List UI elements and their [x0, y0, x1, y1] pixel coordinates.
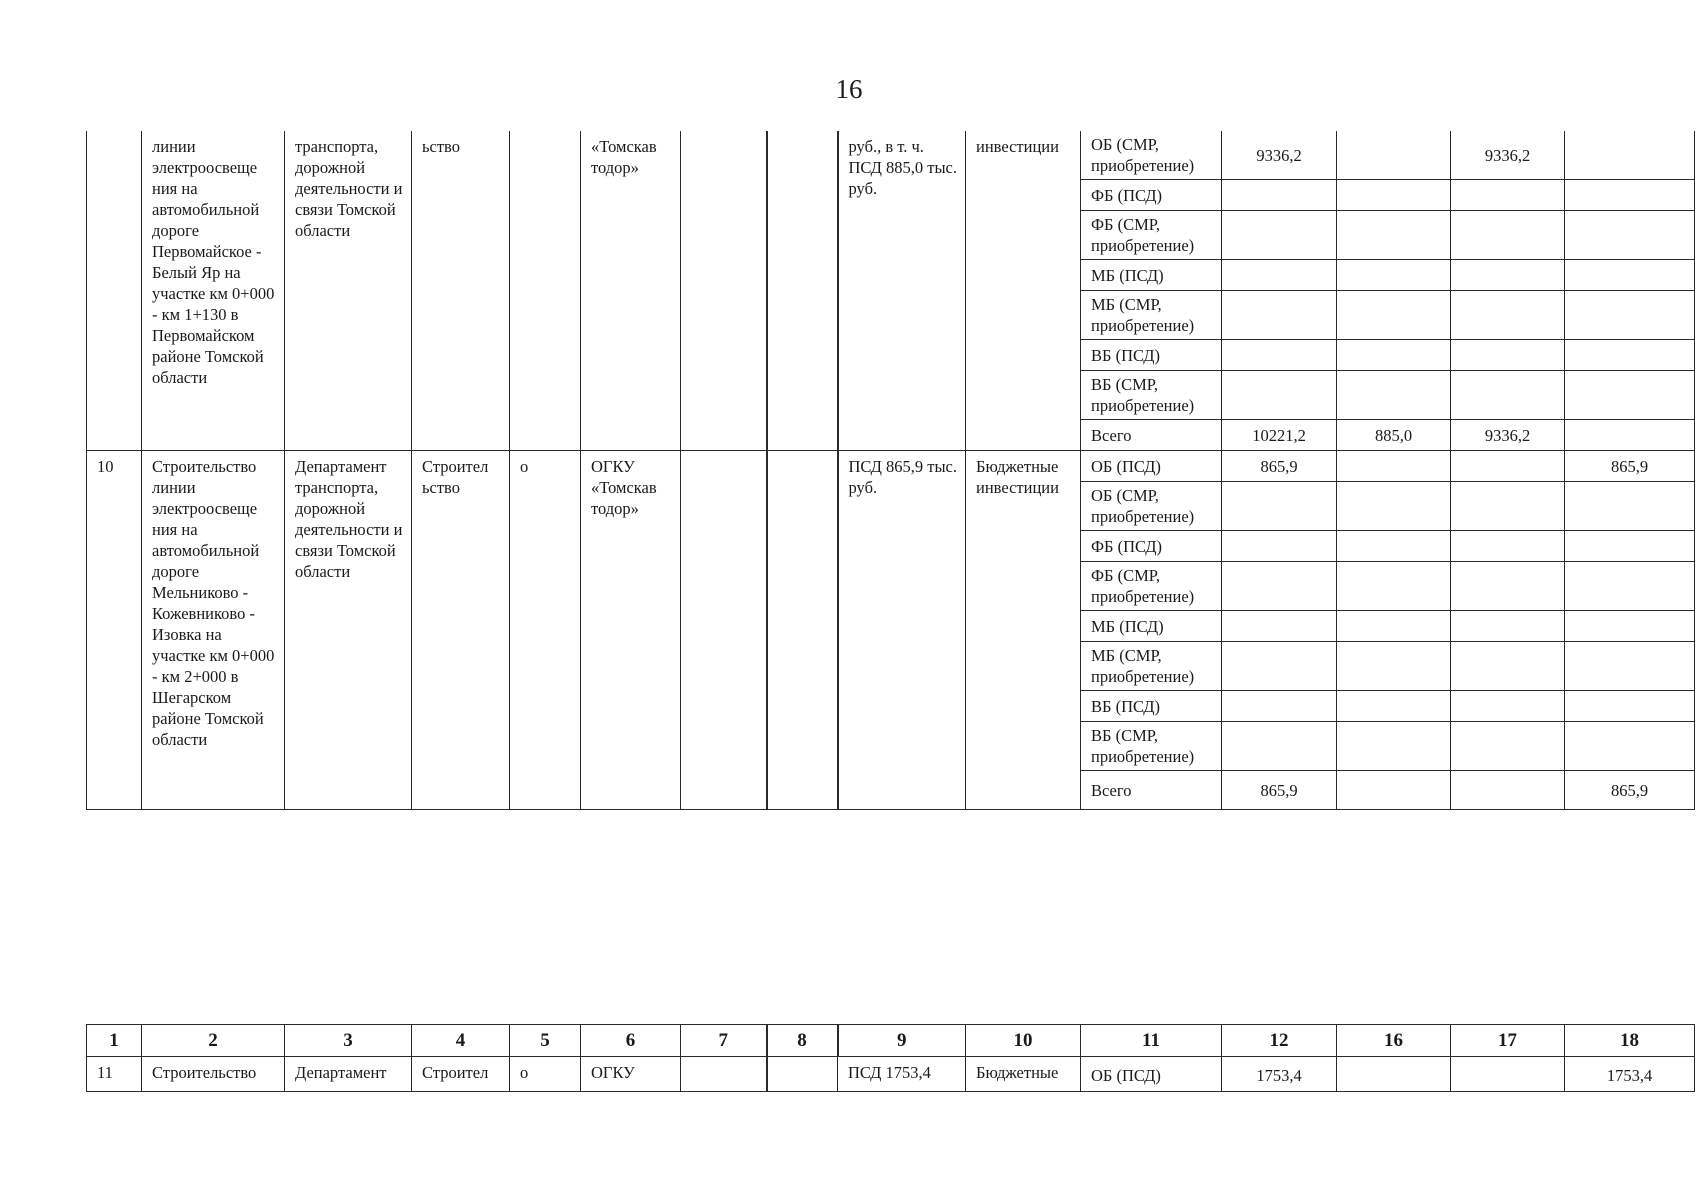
funding-source: ВБ (СМР, приобретение) — [1081, 371, 1222, 420]
investment-kind: Бюджетные инвестиции — [966, 451, 1081, 810]
funding-source: Всего — [1081, 771, 1222, 810]
amount-c16 — [1337, 482, 1451, 531]
amount-c12 — [1222, 722, 1337, 771]
continuation-table — [86, 1024, 1695, 1092]
column-number: 12 — [1222, 1025, 1337, 1057]
row-number: 10 — [87, 451, 142, 810]
funding-source: ВБ (ПСД) — [1081, 340, 1222, 371]
amount-c18 — [1565, 722, 1695, 771]
amount-c12 — [1222, 562, 1337, 611]
object-name: Строительство — [142, 1057, 285, 1092]
col-7 — [681, 131, 767, 451]
funding-source: ВБ (СМР, приобретение) — [1081, 722, 1222, 771]
work-type: Строител ьство — [412, 451, 510, 810]
amount-c12: 865,9 — [1222, 451, 1337, 482]
amount-c18 — [1565, 420, 1695, 451]
col-8 — [767, 451, 838, 810]
column-number: 9 — [838, 1025, 966, 1057]
amount-c17 — [1451, 340, 1565, 371]
funding-source: ОБ (ПСД) — [1081, 451, 1222, 482]
capacity: ПСД 1753,4 — [838, 1057, 966, 1092]
amount-c18: 865,9 — [1565, 451, 1695, 482]
amount-c18 — [1565, 371, 1695, 420]
amount-c12 — [1222, 611, 1337, 642]
ownership-form: о — [510, 1057, 581, 1092]
amount-c12 — [1222, 691, 1337, 722]
column-number: 7 — [681, 1025, 767, 1057]
amount-c17 — [1451, 211, 1565, 260]
col-12: 1753,4 — [1222, 1057, 1337, 1092]
amount-c18 — [1565, 642, 1695, 691]
amount-c18 — [1565, 562, 1695, 611]
funding-source: ОБ (СМР, приобретение) — [1081, 482, 1222, 531]
amount-c16 — [1337, 611, 1451, 642]
capacity: руб., в т. ч. ПСД 885,0 тыс. руб. — [838, 131, 966, 451]
amount-c17 — [1451, 482, 1565, 531]
page-number: 16 — [835, 74, 863, 104]
amount-c18 — [1565, 211, 1695, 260]
column-number: 16 — [1337, 1025, 1451, 1057]
amount-c18 — [1565, 291, 1695, 340]
amount-c12 — [1222, 371, 1337, 420]
department: Департамент — [285, 1057, 412, 1092]
work-type: Строител — [412, 1057, 510, 1092]
amount-c17 — [1451, 260, 1565, 291]
amount-c17 — [1451, 451, 1565, 482]
amount-c17 — [1451, 722, 1565, 771]
funding-source: ФБ (СМР, приобретение) — [1081, 562, 1222, 611]
amount-c12 — [1222, 180, 1337, 211]
col-17 — [1451, 1057, 1565, 1092]
amount-c12: 10221,2 — [1222, 420, 1337, 451]
column-number: 5 — [510, 1025, 581, 1057]
col-8 — [767, 131, 838, 451]
amount-c12 — [1222, 531, 1337, 562]
col-18: 1753,4 — [1565, 1057, 1695, 1092]
amount-c16 — [1337, 451, 1451, 482]
amount-c18 — [1565, 260, 1695, 291]
funding-source: ФБ (ПСД) — [1081, 180, 1222, 211]
amount-c16 — [1337, 691, 1451, 722]
amount-c12: 9336,2 — [1222, 131, 1337, 180]
amount-c17 — [1451, 531, 1565, 562]
amount-c18 — [1565, 340, 1695, 371]
amount-c17 — [1451, 371, 1565, 420]
department: Департамент транспорта, дорожной деятельности и связи Томской области — [285, 451, 412, 810]
funding-source: МБ (СМР, приобретение) — [1081, 642, 1222, 691]
funding-source: МБ (СМР, приобретение) — [1081, 291, 1222, 340]
amount-c12: 865,9 — [1222, 771, 1337, 810]
customer: «Томскав тодор» — [581, 131, 681, 451]
col-7 — [681, 1057, 767, 1092]
amount-c17 — [1451, 291, 1565, 340]
department: транспорта, дорожной деятельности и связи Томской области — [285, 131, 412, 451]
ownership-form: о — [510, 451, 581, 810]
column-number: 2 — [142, 1025, 285, 1057]
amount-c17: 9336,2 — [1451, 420, 1565, 451]
amount-c16 — [1337, 531, 1451, 562]
amount-c18 — [1565, 131, 1695, 180]
col-16 — [1337, 1057, 1451, 1092]
investment-kind: инвестиции — [966, 131, 1081, 451]
amount-c17 — [1451, 180, 1565, 211]
amount-c12 — [1222, 260, 1337, 291]
column-number: 3 — [285, 1025, 412, 1057]
amount-c16: 885,0 — [1337, 420, 1451, 451]
amount-c12 — [1222, 482, 1337, 531]
work-type: ьство — [412, 131, 510, 451]
amount-c12 — [1222, 291, 1337, 340]
amount-c16 — [1337, 371, 1451, 420]
amount-c16 — [1337, 722, 1451, 771]
amount-c17 — [1451, 611, 1565, 642]
amount-c12 — [1222, 642, 1337, 691]
funding-row — [87, 131, 1695, 180]
funding-source: ОБ (ПСД) — [1081, 1057, 1222, 1092]
amount-c16 — [1337, 211, 1451, 260]
column-number: 6 — [581, 1025, 681, 1057]
amount-c12 — [1222, 211, 1337, 260]
amount-c18: 865,9 — [1565, 771, 1695, 810]
funding-source: МБ (ПСД) — [1081, 611, 1222, 642]
row-number — [87, 131, 142, 451]
amount-c17 — [1451, 691, 1565, 722]
column-number: 17 — [1451, 1025, 1565, 1057]
funding-source: ОБ (СМР, приобретение) — [1081, 131, 1222, 180]
amount-c17 — [1451, 771, 1565, 810]
amount-c16 — [1337, 291, 1451, 340]
column-number: 8 — [767, 1025, 838, 1057]
funding-source: МБ (ПСД) — [1081, 260, 1222, 291]
column-number: 4 — [412, 1025, 510, 1057]
amount-c17: 9336,2 — [1451, 131, 1565, 180]
amount-c16 — [1337, 180, 1451, 211]
column-number: 1 — [87, 1025, 142, 1057]
amount-c16 — [1337, 131, 1451, 180]
amount-c16 — [1337, 562, 1451, 611]
amount-c18 — [1565, 180, 1695, 211]
amount-c17 — [1451, 562, 1565, 611]
funding-source: ФБ (ПСД) — [1081, 531, 1222, 562]
capacity: ПСД 865,9 тыс. руб. — [838, 451, 966, 810]
amount-c18 — [1565, 611, 1695, 642]
customer: ОГКУ «Томскав тодор» — [581, 451, 681, 810]
object-name: линии электроосвеще ния на автомобильной дороге Первомайское - Белый Яр на участке км 0+000 - км 1+130 в Первомайском районе Томской области — [142, 131, 285, 451]
amount-c18 — [1565, 531, 1695, 562]
ownership-form — [510, 131, 581, 451]
funding-source: ВБ (ПСД) — [1081, 691, 1222, 722]
amount-c16 — [1337, 260, 1451, 291]
investment-table — [86, 131, 1695, 810]
col-8 — [767, 1057, 838, 1092]
column-number: 18 — [1565, 1025, 1695, 1057]
amount-c18 — [1565, 482, 1695, 531]
amount-c16 — [1337, 771, 1451, 810]
funding-row — [87, 451, 1695, 482]
column-number-row — [87, 1025, 1695, 1057]
amount-c12 — [1222, 340, 1337, 371]
table-row-11 — [87, 1057, 1695, 1092]
object-name: Строительство линии электроосвеще ния на автомобильной дороге Мельниково - Кожевниково - Изовка на участке км 0+000 - км 2+000 в Шегарском районе Томской области — [142, 451, 285, 810]
funding-source: Всего — [1081, 420, 1222, 451]
customer: ОГКУ — [581, 1057, 681, 1092]
amount-c18 — [1565, 691, 1695, 722]
row-number: 11 — [87, 1057, 142, 1092]
amount-c16 — [1337, 340, 1451, 371]
column-number: 11 — [1081, 1025, 1222, 1057]
col-7 — [681, 451, 767, 810]
amount-c16 — [1337, 642, 1451, 691]
funding-source: ФБ (СМР, приобретение) — [1081, 211, 1222, 260]
column-number: 10 — [966, 1025, 1081, 1057]
investment-kind: Бюджетные — [966, 1057, 1081, 1092]
amount-c17 — [1451, 642, 1565, 691]
